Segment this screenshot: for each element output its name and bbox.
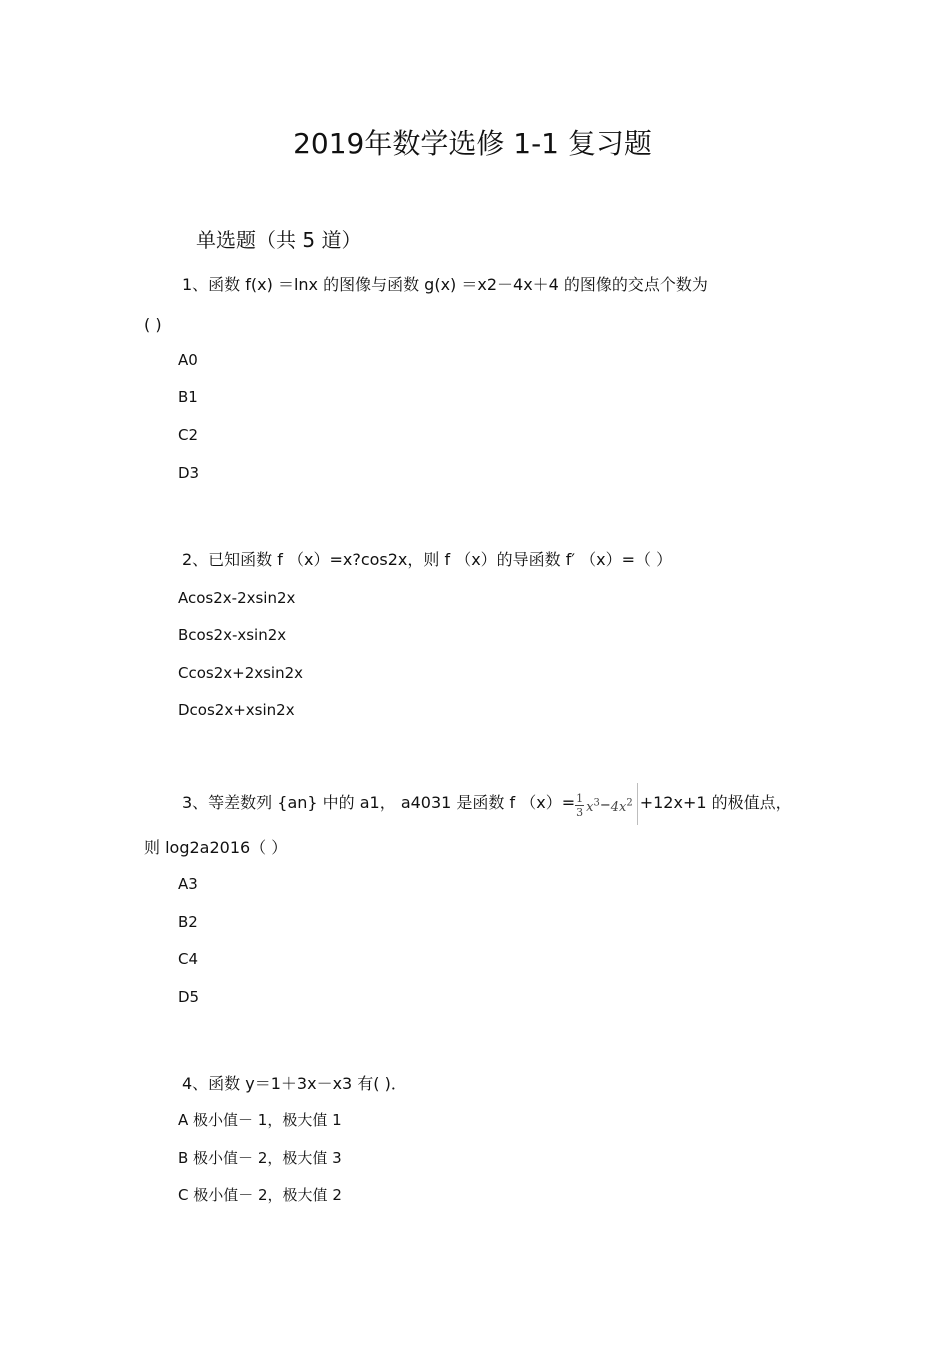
question-3-stem-after: +12x+1 的极值点， <box>639 793 792 812</box>
question-2-option-a: Acos2x-2xsin2x <box>178 589 296 607</box>
formula-fraction <box>575 792 584 819</box>
question-3-option-a: A3 <box>178 875 198 893</box>
cubic-formula <box>575 783 638 825</box>
question-4-option-b: B 极小值－ 2，极大值 3 <box>178 1149 342 1167</box>
formula-term-1-exponent: 3 <box>593 797 600 809</box>
question-2-option-b: Bcos2x-xsin2x <box>178 626 287 644</box>
question-1-option-a: A0 <box>178 351 198 369</box>
question-1-option-b: B1 <box>178 388 198 406</box>
question-1-stem: 1、函数 f(x) ＝lnx 的图像与函数 g(x) ＝x2－4x＋4 的图像的交点个数为 <box>182 275 708 294</box>
question-3-stem <box>182 782 792 824</box>
question-1-stem-continued: ( ) <box>144 315 162 334</box>
question-4-stem: 4、函数 y＝1＋3x－x3 有( )． <box>182 1074 407 1093</box>
formula-term-1 <box>586 797 600 815</box>
formula-numerator: 1 <box>576 792 584 806</box>
question-4-option-c: C 极小值－ 2，极大值 2 <box>178 1186 342 1204</box>
question-3-option-b: B2 <box>178 913 198 931</box>
formula-denominator: 3 <box>576 806 584 820</box>
formula-term-2 <box>610 797 633 815</box>
question-1-option-c: C2 <box>178 426 199 444</box>
question-4-option-a: A 极小值－ 1，极大值 1 <box>178 1111 342 1129</box>
question-3-stem-before: 3、等差数列 {an} 中的 a1， a4031 是函数 f （x）= <box>182 793 576 812</box>
question-2-option-d: Dcos2x+xsin2x <box>178 701 295 719</box>
question-3-stem-continued: 则 log2a2016（ ） <box>144 838 288 857</box>
question-1-option-d: D3 <box>178 464 200 482</box>
question-3-option-d: D5 <box>178 988 200 1006</box>
formula-term-1-base: x <box>586 799 594 815</box>
page-title: 2019年数学选修 1-1 复习题 <box>293 127 652 160</box>
section-heading: 单选题（共 5 道） <box>196 228 362 252</box>
formula-term-2-exponent: 2 <box>626 797 633 809</box>
formula-operator: − <box>599 797 611 813</box>
question-2-stem: 2、已知函数 f （x）=x?cos2x，则 f （x）的导函数 f′ （x）=（ ） <box>182 550 673 569</box>
question-3-option-c: C4 <box>178 950 199 968</box>
question-2-option-c: Ccos2x+2xsin2x <box>178 664 304 682</box>
formula-term-2-base: 4x <box>610 799 627 815</box>
